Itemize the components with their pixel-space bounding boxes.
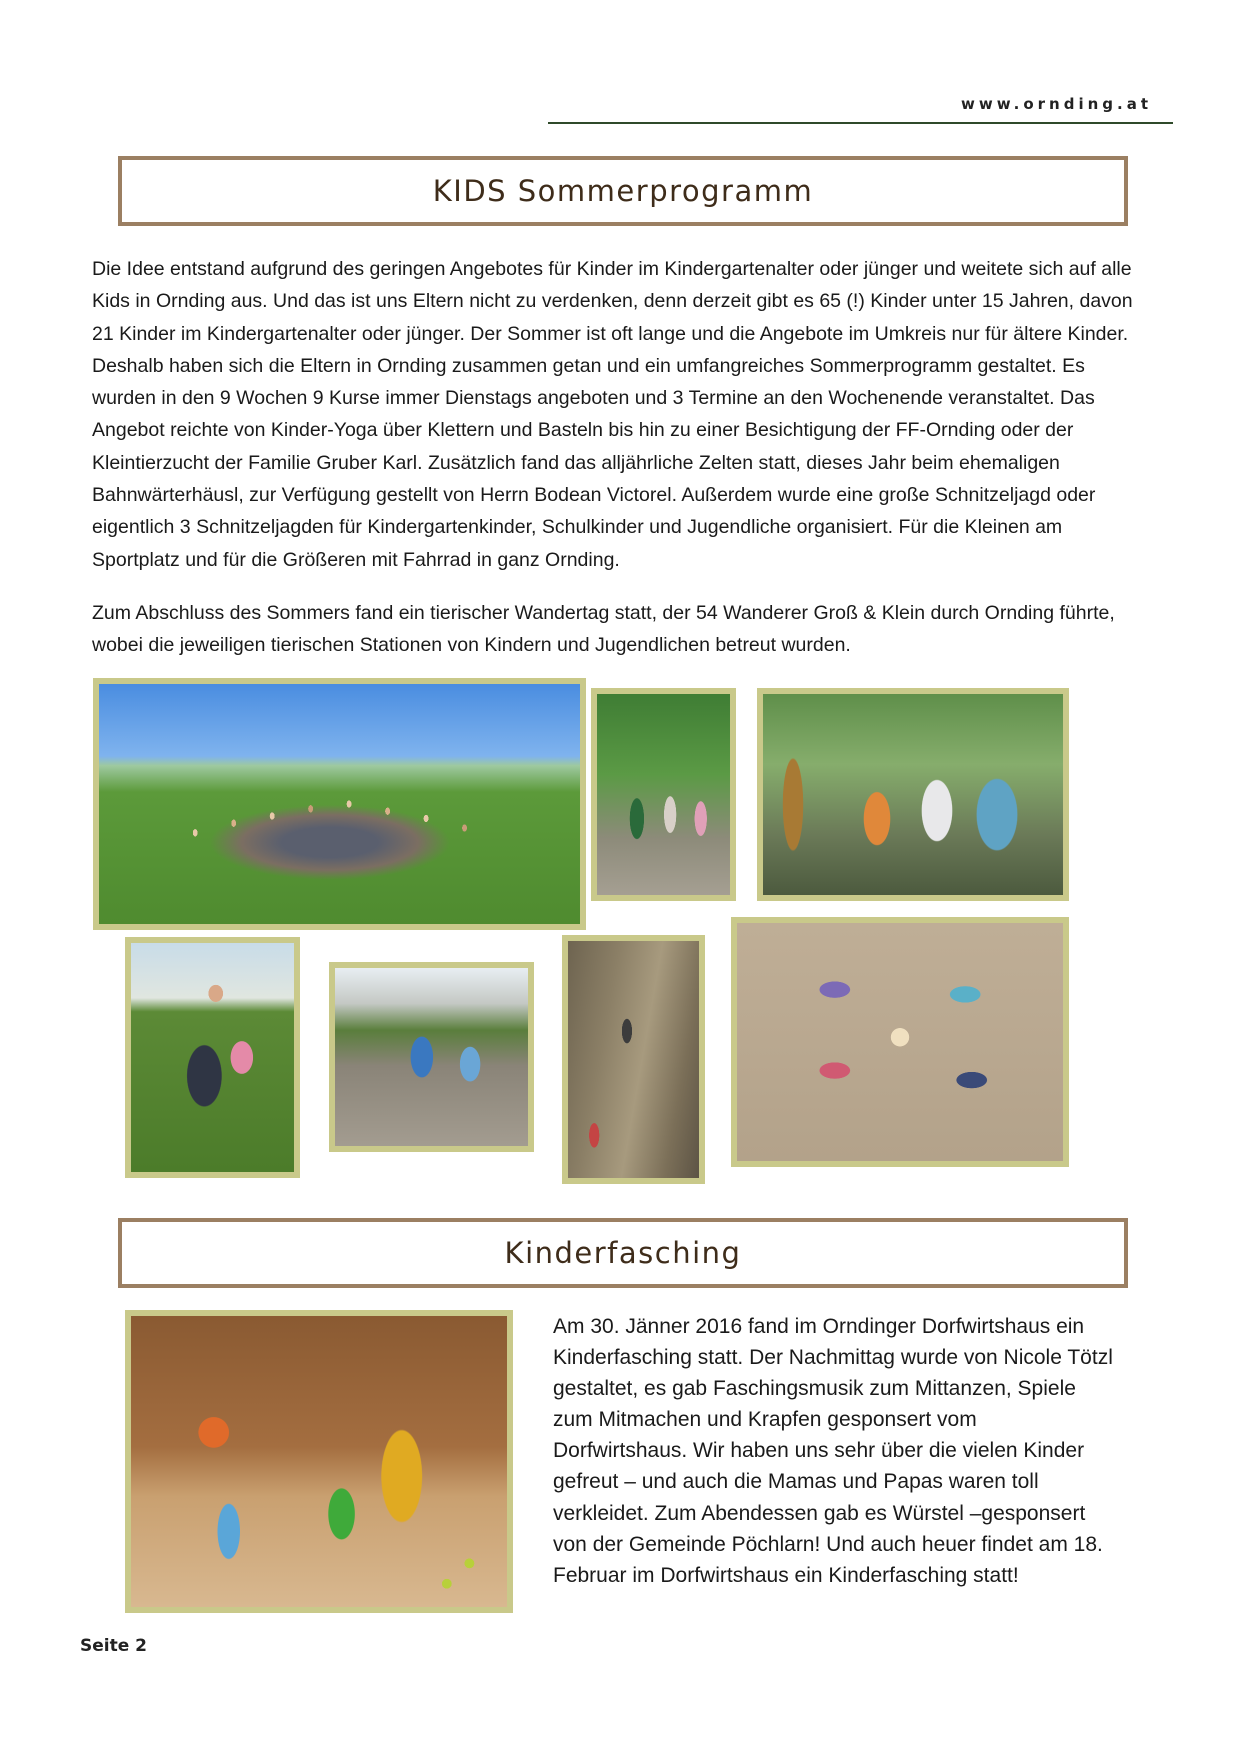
photo-outdoor-station xyxy=(757,688,1069,901)
paragraph-kinderfasching: Am 30. Jänner 2016 fand im Orndinger Dorfwirtshaus ein Kinderfasching statt. Der Nachmittag wurde von Nicole Tötzl gestaltet, es gab Faschingsmusik zum Mittanzen, Spiele zum Mitmachen und Krapfen gesponsert vom Dorfwirtshaus. Wir haben uns sehr über die vielen Kinder gefreut – und auch die Mamas und Papas waren toll verkleidet. Zum Abendessen gab es Würstel –gesponsert von der Gemeinde Pöchlarn! Und auch heuer findet am 18. Februar im Dorfwirtshaus ein Kinderfasching statt! xyxy=(553,1315,1113,1587)
photo-children-bikes xyxy=(591,688,736,901)
header-rule xyxy=(548,122,1173,124)
site-url: www.ornding.at xyxy=(961,95,1152,113)
photo-kinderfasching xyxy=(125,1310,513,1613)
photo-boys-path xyxy=(329,962,534,1152)
paragraph-sommerprogramm-intro: Die Idee entstand aufgrund des geringen Angebotes für Kinder im Kindergartenalter oder jünger und weitete sich auf alle Kids in Ornding aus. Und das ist uns Eltern nicht zu verdenken, denn derzeit gibt es 65 (!) Kinder unter 15 Jahren, davon 21 Kinder im Kindergartenalter oder jünger. Der Sommer ist oft lange und die Angebote im Umkreis nur für ältere Kinder. Deshalb haben sich die Eltern in Ornding zusammen getan und ein umfangreiches Sommerprogramm gestaltet. Es wurden in den 9 Wochen 9 Kurse immer Dienstags angeboten und 3 Termine an den Wochenende veranstaltet. Das Angebot reichte von Kinder-Yoga über Klettern und Basteln bis hin zu einer Besichtigung der FF-Ornding oder der Kleintierzucht der Familie Gruber Karl. Zusätzlich fand das alljährliche Zelten statt, dieses Jahr beim ehemaligen Bahnwärterhäusl, zur Verfügung gestellt von Herrn Bodean Victorel. Außerdem wurde eine große Schnitzeljagd oder eigentlich 3 Schnitzeljagden für Kindergartenkinder, Schulkinder und Jugendliche organisiert. Für die Kleinen am Sportplatz und für die Größeren mit Fahrrad in ganz Ornding. xyxy=(92,258,1133,571)
photo-firefighter-child xyxy=(125,937,300,1178)
section-title-sommerprogramm: KIDS Sommerprogramm xyxy=(118,156,1128,226)
section-title-kinderfasching: Kinderfasching xyxy=(118,1218,1128,1288)
photo-kids-yoga-circle xyxy=(731,917,1069,1167)
paragraph-wandertag: Zum Abschluss des Sommers fand ein tierischer Wandertag statt, der 54 Wanderer Groß & Klein durch Ornding führte, wobei die jeweiligen tierischen Stationen von Kindern und Jugendlichen betreut wurden. xyxy=(92,602,1115,657)
photo-climbing-wall xyxy=(562,935,705,1184)
photo-group-meadow xyxy=(93,678,586,930)
page-number: Seite 2 xyxy=(80,1636,148,1656)
